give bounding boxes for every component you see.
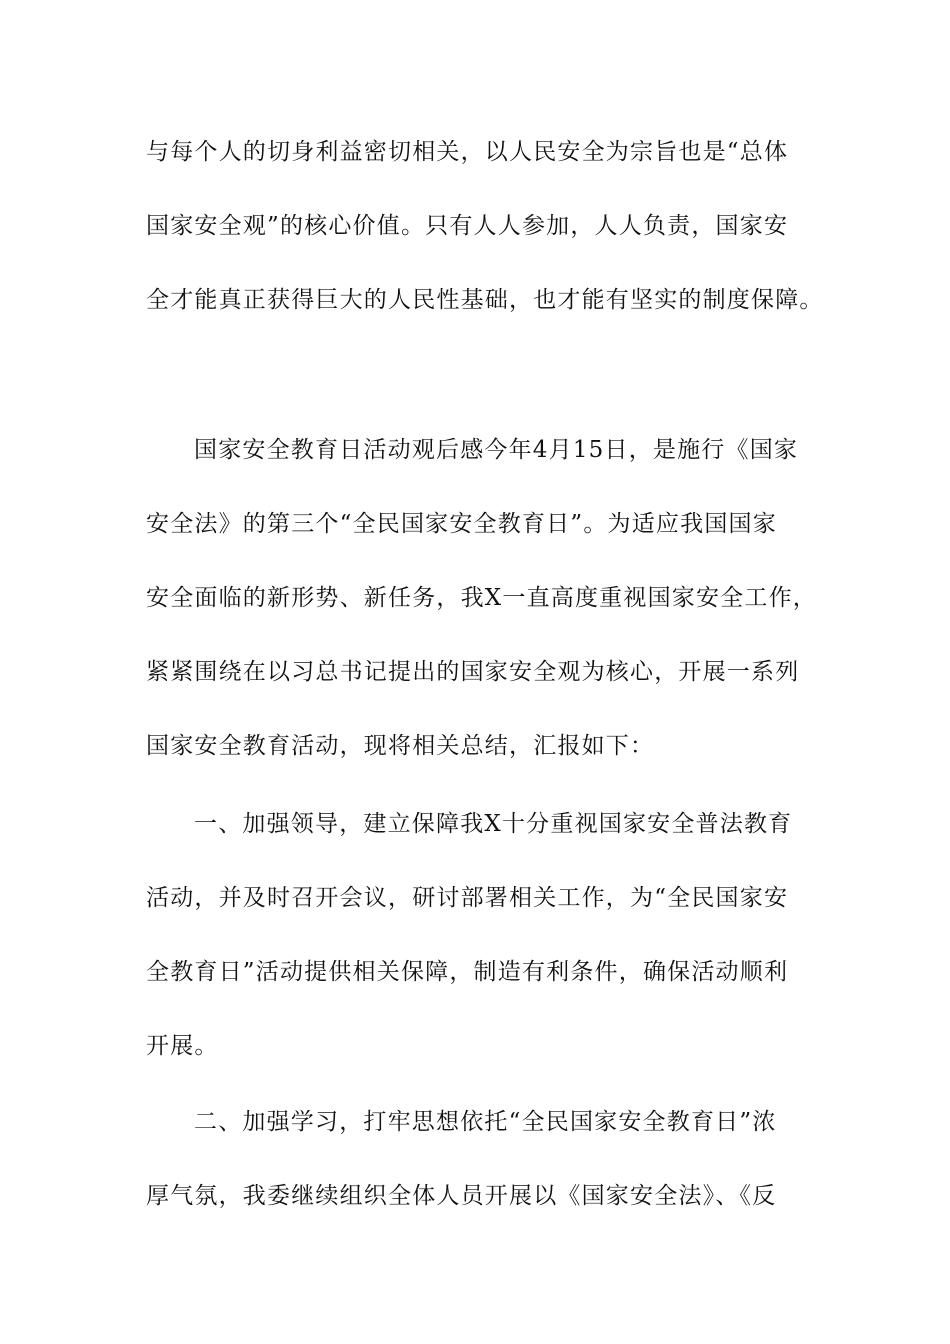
paragraph-section-one [146, 787, 806, 1083]
text-line: 厚气氛，我委继续组织全体人员开展以《国家安全法》、《反 [146, 1183, 777, 1209]
text-line: 国家安全教育活动，现将相关总结，汇报如下： [146, 733, 655, 759]
paragraph-section-two [146, 1085, 806, 1233]
text-line: 国家安全教育日活动观后感今年4月15日，是施行《国家 [194, 437, 799, 463]
paragraph-continuation [146, 115, 824, 337]
text-line: 安全法》的第三个“全民国家安全教育日”。为适应我国国家 [146, 511, 777, 537]
text-line: 国家安全观”的核心价值。只有人人参加，人人负责，国家安 [146, 213, 789, 239]
text-line: 二、加强学习，打牢思想依托“全民国家安全教育日”浓 [194, 1109, 777, 1135]
text-line: 与每个人的切身利益密切相关，以人民安全为宗旨也是“总体 [146, 139, 789, 165]
text-line: 活动，并及时召开会议，研讨部署相关工作，为“全民国家安 [146, 885, 789, 911]
text-line: 一、加强领导，建立保障我X十分重视国家安全普法教育 [194, 811, 793, 837]
text-line: 安全面临的新形势、新任务，我X一直高度重视国家安全工作， [146, 585, 817, 611]
text-line: 紧紧围绕在以习总书记提出的国家安全观为核心，开展一系列 [146, 659, 800, 685]
paragraph-intro [146, 413, 817, 783]
text-line: 开展。 [146, 1033, 219, 1059]
text-line: 全才能真正获得巨大的人民性基础，也才能有坚实的制度保障。 [146, 287, 824, 313]
text-line: 全教育日”活动提供相关保障，制造有利条件，确保活动顺利 [146, 959, 789, 985]
